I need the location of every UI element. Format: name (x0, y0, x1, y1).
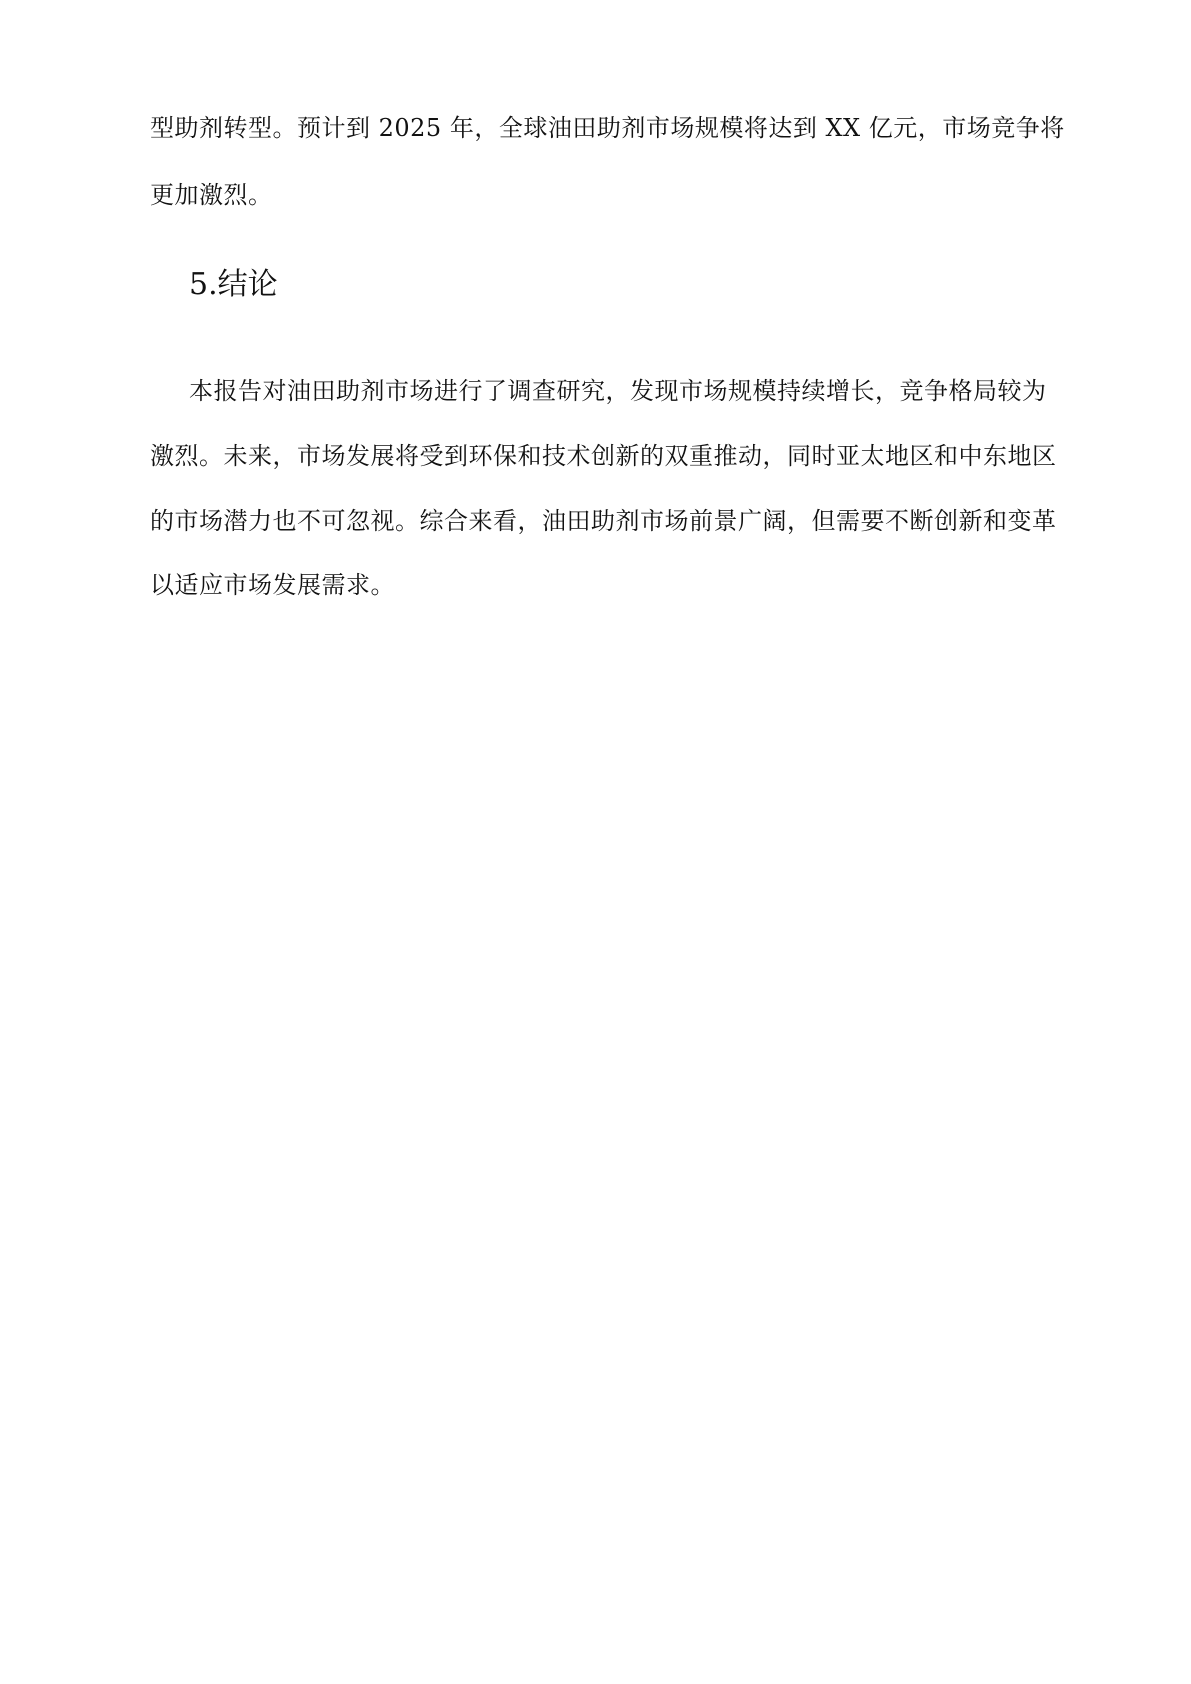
paragraph-line: 本报告对油田助剂市场进行了调查研究，发现市场规模持续增长，竞争格局较为 (189, 377, 1047, 405)
paragraph-line: 型助剂转型。预计到 2025 年，全球油田助剂市场规模将达到 XX 亿元，市场竞争将 (150, 114, 1065, 142)
paragraph-line: 激烈。未来，市场发展将受到环保和技术创新的双重推动，同时亚太地区和中东地区 (150, 442, 1057, 470)
section-heading: 5.结论 (189, 267, 278, 302)
paragraph-line: 以适应市场发展需求。 (150, 571, 395, 599)
paragraph-line: 更加激烈。 (150, 181, 273, 209)
paragraph-line: 的市场潜力也不可忽视。综合来看，油田助剂市场前景广阔，但需要不断创新和变革 (150, 507, 1057, 535)
